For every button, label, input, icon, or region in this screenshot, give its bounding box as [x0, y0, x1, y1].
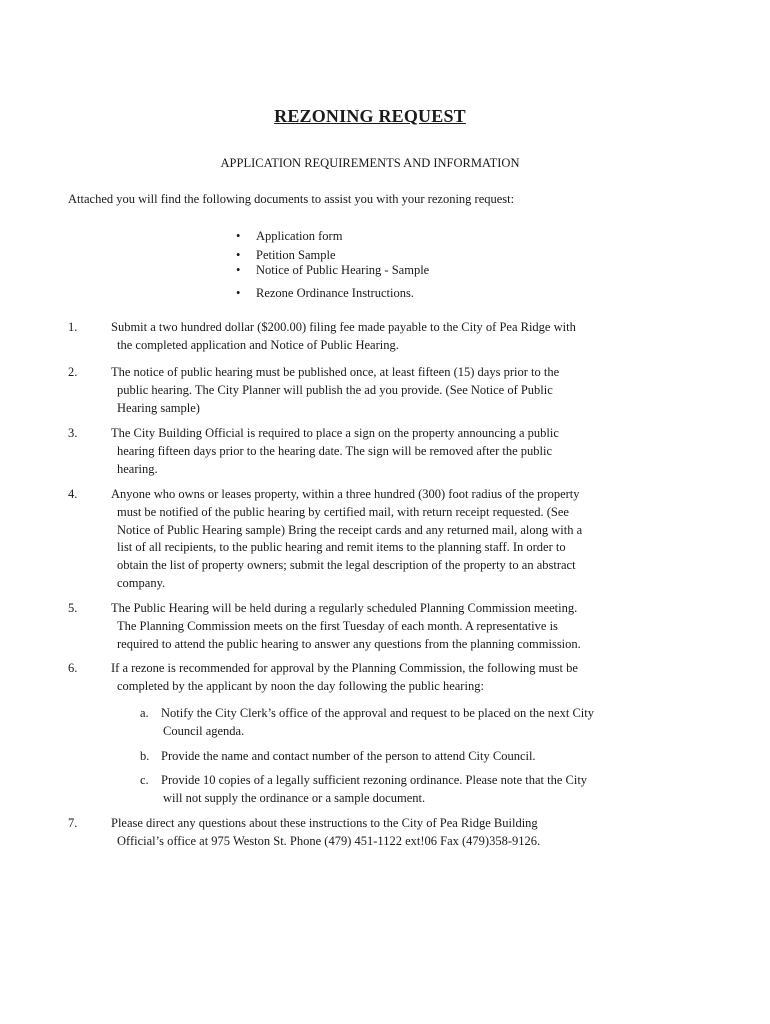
item-line: If a rezone is recommended for approval by the Planning Commission, the following must be: [111, 661, 578, 675]
item-line: Please direct any questions about these instructions to the City of Pea Ridge Building: [111, 816, 538, 830]
requirement-item-1: [68, 319, 628, 355]
intro-paragraph: Attached you will find the following documents to assist you with your rezoning request:: [68, 192, 515, 206]
sub-item-line: will not supply the ordinance or a sample document.: [163, 790, 426, 805]
item-line: The notice of public hearing must be published once, at least fifteen (15) days prior to the: [111, 365, 560, 379]
item-number: 7.: [68, 816, 78, 830]
item-line: The Public Hearing will be held during a regularly scheduled Planning Commission meeting.: [111, 601, 578, 615]
item-number: 5.: [68, 601, 78, 615]
attachment-list: [236, 228, 429, 302]
sub-item-a: [140, 705, 640, 741]
item-line: required to attend the public hearing to answer any questions from the planning commission.: [117, 636, 581, 651]
document-subtitle: APPLICATION REQUIREMENTS AND INFORMATION: [220, 156, 520, 170]
item-line: hearing.: [117, 461, 158, 476]
item-number: 4.: [68, 487, 78, 501]
item-line: Notice of Public Hearing sample) Bring the receipt cards and any returned mail, along with a: [117, 522, 583, 537]
item-line: Anyone who owns or leases property, within a three hundred (300) foot radius of the property: [111, 487, 580, 501]
requirement-item-4: [68, 486, 628, 593]
sub-item-letter: a.: [140, 706, 149, 720]
item-line: public hearing. The City Planner will publish the ad you provide. (See Notice of Public: [117, 382, 553, 397]
item-line: Submit a two hundred dollar ($200.00) filing fee made payable to the City of Pea Ridge with: [111, 320, 576, 334]
item-line: Official’s office at 975 Weston St. Phone (479) 451-1122 ext!06 Fax (479)358-9126.: [117, 833, 541, 848]
item-line: list of all recipients, to the public hearing and remit items to the planning staff. In order to: [117, 540, 566, 555]
sub-item-b: [140, 748, 640, 766]
sub-item-line: Provide 10 copies of a legally sufficient rezoning ordinance. Please note that the City: [161, 773, 588, 787]
item-number: 1.: [68, 320, 78, 334]
sub-item-line: Provide the name and contact number of the person to attend City Council.: [161, 749, 536, 763]
attachment-item: • Notice of Public Hearing - Sample: [236, 262, 429, 279]
item-line: The City Building Official is required to place a sign on the property announcing a public: [111, 426, 559, 440]
requirement-item-3: [68, 425, 628, 478]
attachment-item: • Rezone Ordinance Instructions.: [236, 285, 429, 302]
item-line: hearing fifteen days prior to the hearing date. The sign will be removed after the public: [117, 443, 553, 458]
item-number: 6.: [68, 661, 78, 675]
document-title: REZONING REQUEST: [274, 106, 466, 126]
requirement-item-7: [68, 815, 628, 851]
requirement-item-5: [68, 600, 628, 653]
requirement-item-2: [68, 364, 628, 417]
sub-item-line: Notify the City Clerk’s office of the approval and request to be placed on the next City: [161, 706, 594, 720]
item-line: must be notified of the public hearing by certified mail, with return receipt requested. (See: [117, 504, 569, 519]
sub-item-letter: b.: [140, 749, 150, 763]
requirement-item-6: [68, 660, 628, 696]
item-number: 3.: [68, 426, 78, 440]
sub-item-c: [140, 772, 640, 808]
item-line: Hearing sample): [117, 400, 200, 415]
item-number: 2.: [68, 365, 78, 379]
item-line: the completed application and Notice of Public Hearing.: [117, 337, 399, 352]
item-line: company.: [117, 575, 166, 590]
attachment-item: • Application form: [236, 228, 429, 245]
sub-item-line: Council agenda.: [163, 723, 245, 738]
item-line: completed by the applicant by noon the day following the public hearing:: [117, 678, 484, 693]
item-line: obtain the list of property owners; submit the legal description of the property to an abstract: [117, 558, 576, 573]
item-line: The Planning Commission meets on the first Tuesday of each month. A representative is: [117, 618, 558, 633]
attachment-item: • Petition Sample: [236, 247, 429, 264]
sub-item-letter: c.: [140, 773, 149, 787]
